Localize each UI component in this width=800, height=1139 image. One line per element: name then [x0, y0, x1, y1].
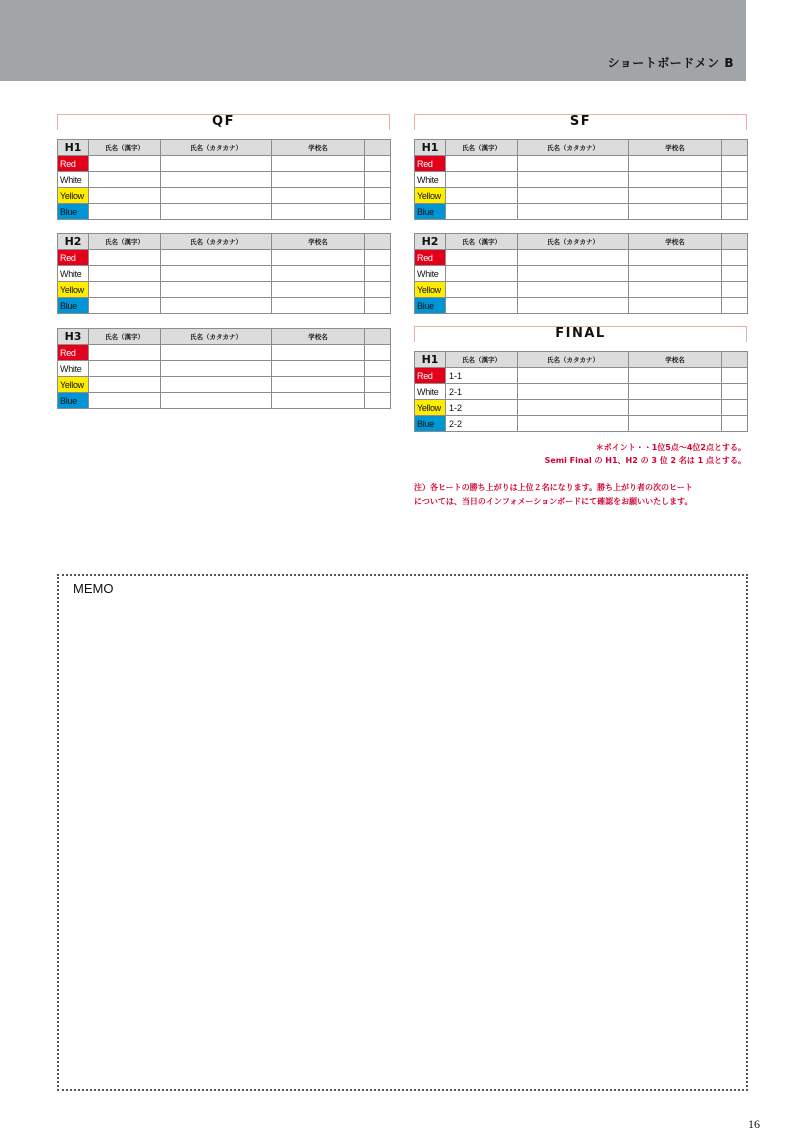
table-row [58, 377, 391, 393]
school-header: 学校名 [629, 140, 722, 156]
name-kana-cell[interactable] [161, 188, 272, 204]
name-kanji-cell[interactable] [446, 204, 518, 220]
name-kanji-cell[interactable] [446, 282, 518, 298]
points-cell[interactable] [365, 204, 391, 220]
school-cell[interactable] [629, 282, 722, 298]
school-cell[interactable] [629, 368, 722, 384]
points-cell[interactable] [365, 393, 391, 409]
name-kanji-header: 氏名（漢字） [89, 329, 161, 345]
points-header [722, 352, 748, 368]
points-cell[interactable] [365, 172, 391, 188]
school-header: 学校名 [272, 234, 365, 250]
name-kanji-cell[interactable]: 1-1 [446, 368, 518, 384]
sf-title [414, 114, 747, 130]
table-row [415, 204, 748, 220]
points-cell[interactable] [722, 204, 748, 220]
table-row [58, 282, 391, 298]
school-cell[interactable] [272, 361, 365, 377]
points-note-line2: Semi Final の H1、H2 の 3 位 2 名は 1 点とする。 [544, 456, 746, 465]
table-row [415, 266, 748, 282]
school-header: 学校名 [272, 329, 365, 345]
table-row [415, 156, 748, 172]
points-cell[interactable] [365, 250, 391, 266]
table-row [415, 250, 748, 266]
name-kanji-cell[interactable]: 2-1 [446, 384, 518, 400]
name-kana-cell[interactable] [518, 266, 629, 282]
heat-header-row [415, 234, 748, 250]
lane-yellow: Yellow [415, 188, 446, 204]
name-kana-header: 氏名（カタカナ） [161, 140, 272, 156]
advance-note-line2: については、当日のインフォメーションボードにて確認をお願いいたします。 [414, 497, 693, 506]
name-kana-cell[interactable] [161, 282, 272, 298]
name-kana-cell[interactable] [518, 384, 629, 400]
name-kanji-cell[interactable] [89, 282, 161, 298]
name-kanji-cell[interactable] [89, 377, 161, 393]
points-cell[interactable] [722, 172, 748, 188]
sf-title-text: SF [569, 114, 592, 129]
heat-table [414, 351, 748, 432]
points-cell[interactable] [365, 345, 391, 361]
points-cell[interactable] [722, 282, 748, 298]
name-kana-header: 氏名（カタカナ） [161, 329, 272, 345]
school-cell[interactable] [629, 250, 722, 266]
lane-red: Red [58, 156, 89, 172]
name-kanji-cell[interactable] [89, 156, 161, 172]
school-cell[interactable] [272, 345, 365, 361]
name-kanji-header: 氏名（漢字） [89, 140, 161, 156]
memo-label: MEMO [73, 581, 114, 596]
final-title-text: FINAL [555, 326, 606, 341]
points-note-line1: ＊ポイント・・1位5点～4位2点とする。 [595, 443, 746, 452]
name-kana-cell[interactable] [518, 204, 629, 220]
name-kanji-cell[interactable] [89, 188, 161, 204]
header-band [0, 0, 746, 81]
school-cell[interactable] [629, 266, 722, 282]
table-row [58, 250, 391, 266]
qf-title [57, 114, 390, 130]
points-cell[interactable] [365, 361, 391, 377]
school-cell[interactable] [272, 204, 365, 220]
heat-table [57, 233, 391, 314]
name-kana-cell[interactable] [518, 188, 629, 204]
points-header [722, 140, 748, 156]
name-kanji-cell[interactable] [446, 298, 518, 314]
points-cell[interactable] [722, 368, 748, 384]
points-cell[interactable] [365, 188, 391, 204]
heat-name: H2 [58, 234, 89, 250]
points-header [365, 140, 391, 156]
name-kana-cell[interactable] [161, 250, 272, 266]
lane-white: White [415, 384, 446, 400]
name-kanji-header: 氏名（漢字） [446, 234, 518, 250]
school-cell[interactable] [272, 377, 365, 393]
school-header: 学校名 [272, 140, 365, 156]
lane-white: White [58, 266, 89, 282]
heat-table [414, 233, 748, 314]
name-kana-cell[interactable] [161, 393, 272, 409]
name-kanji-cell[interactable] [89, 172, 161, 188]
heat-header-row [58, 329, 391, 345]
heat-header-row [58, 140, 391, 156]
table-row [58, 188, 391, 204]
school-cell[interactable] [629, 156, 722, 172]
table-row [58, 172, 391, 188]
heat-header-row [58, 234, 391, 250]
table-row [415, 282, 748, 298]
lane-yellow: Yellow [415, 282, 446, 298]
points-cell[interactable] [722, 156, 748, 172]
lane-red: Red [415, 156, 446, 172]
heat-name: H1 [58, 140, 89, 156]
points-note [545, 441, 746, 467]
lane-blue: Blue [415, 416, 446, 432]
points-cell[interactable] [365, 156, 391, 172]
school-cell[interactable] [629, 298, 722, 314]
points-cell[interactable] [722, 188, 748, 204]
lane-blue: Blue [58, 204, 89, 220]
table-row [58, 156, 391, 172]
name-kana-cell[interactable] [518, 250, 629, 266]
name-kana-cell[interactable] [518, 282, 629, 298]
name-kana-header: 氏名（カタカナ） [518, 234, 629, 250]
points-cell[interactable] [722, 384, 748, 400]
school-cell[interactable] [272, 266, 365, 282]
name-kana-cell[interactable] [518, 298, 629, 314]
heat-name: H1 [415, 352, 446, 368]
lane-yellow: Yellow [58, 282, 89, 298]
school-cell[interactable] [272, 188, 365, 204]
name-kanji-header: 氏名（漢字） [446, 352, 518, 368]
school-cell[interactable] [629, 416, 722, 432]
name-kana-cell[interactable] [161, 266, 272, 282]
name-kana-cell[interactable] [518, 416, 629, 432]
name-kana-header: 氏名（カタカナ） [161, 234, 272, 250]
name-kanji-cell[interactable] [446, 156, 518, 172]
name-kanji-cell[interactable]: 2-2 [446, 416, 518, 432]
table-row [415, 368, 748, 384]
points-header [365, 329, 391, 345]
heat-name: H1 [415, 140, 446, 156]
name-kanji-cell[interactable] [446, 250, 518, 266]
name-kanji-cell[interactable] [446, 188, 518, 204]
name-kana-cell[interactable] [161, 298, 272, 314]
school-cell[interactable] [629, 400, 722, 416]
lane-red: Red [58, 250, 89, 266]
name-kana-cell[interactable] [161, 345, 272, 361]
name-kana-cell[interactable] [161, 361, 272, 377]
name-kanji-cell[interactable] [89, 204, 161, 220]
lane-yellow: Yellow [58, 188, 89, 204]
points-cell[interactable] [365, 282, 391, 298]
name-kana-header: 氏名（カタカナ） [518, 140, 629, 156]
name-kana-cell[interactable] [161, 172, 272, 188]
points-cell[interactable] [722, 250, 748, 266]
points-cell[interactable] [365, 298, 391, 314]
name-kana-cell[interactable] [161, 377, 272, 393]
lane-red: Red [415, 368, 446, 384]
page-number: 16 [748, 1117, 760, 1131]
school-cell[interactable] [629, 384, 722, 400]
lane-white: White [58, 172, 89, 188]
name-kanji-cell[interactable] [446, 172, 518, 188]
points-cell[interactable] [722, 298, 748, 314]
lane-blue: Blue [58, 393, 89, 409]
name-kanji-cell[interactable] [89, 250, 161, 266]
table-row [58, 266, 391, 282]
school-cell[interactable] [629, 204, 722, 220]
page-title: ショートボードメン B [607, 56, 734, 70]
school-cell[interactable] [629, 188, 722, 204]
points-cell[interactable] [722, 416, 748, 432]
lane-white: White [415, 172, 446, 188]
table-row [58, 298, 391, 314]
school-cell[interactable] [272, 282, 365, 298]
school-cell[interactable] [272, 250, 365, 266]
points-cell[interactable] [722, 266, 748, 282]
advance-note [414, 481, 750, 509]
lane-yellow: Yellow [58, 377, 89, 393]
table-row [58, 361, 391, 377]
advance-note-line1: 注）各ヒートの勝ち上がりは上位２名になります。勝ち上がり者の次のヒート [414, 483, 693, 492]
name-kanji-cell[interactable] [89, 298, 161, 314]
school-header: 学校名 [629, 352, 722, 368]
lane-yellow: Yellow [415, 400, 446, 416]
heat-name: H3 [58, 329, 89, 345]
points-cell[interactable] [365, 266, 391, 282]
table-row [415, 384, 748, 400]
points-header [722, 234, 748, 250]
table-row [415, 400, 748, 416]
table-row [415, 172, 748, 188]
name-kana-cell[interactable] [161, 204, 272, 220]
table-row [415, 298, 748, 314]
name-kana-cell[interactable] [518, 172, 629, 188]
lane-blue: Blue [58, 298, 89, 314]
name-kana-cell[interactable] [518, 156, 629, 172]
school-header: 学校名 [629, 234, 722, 250]
table-row [415, 416, 748, 432]
table-row [415, 188, 748, 204]
name-kanji-header: 氏名（漢字） [89, 234, 161, 250]
lane-red: Red [415, 250, 446, 266]
school-cell[interactable] [629, 172, 722, 188]
name-kanji-cell[interactable] [89, 266, 161, 282]
name-kana-cell[interactable] [518, 368, 629, 384]
table-row [58, 345, 391, 361]
points-cell[interactable] [722, 400, 748, 416]
heat-table [414, 139, 748, 220]
table-row [58, 204, 391, 220]
final-title [414, 326, 747, 342]
name-kana-cell[interactable] [161, 156, 272, 172]
name-kanji-header: 氏名（漢字） [446, 140, 518, 156]
heat-table [57, 328, 391, 409]
memo-box[interactable] [57, 574, 748, 1091]
points-cell[interactable] [365, 377, 391, 393]
name-kanji-cell[interactable] [89, 361, 161, 377]
name-kanji-cell[interactable] [89, 345, 161, 361]
name-kanji-cell[interactable] [446, 266, 518, 282]
lane-white: White [58, 361, 89, 377]
lane-red: Red [58, 345, 89, 361]
table-row [58, 393, 391, 409]
heat-name: H2 [415, 234, 446, 250]
school-cell[interactable] [272, 156, 365, 172]
school-cell[interactable] [272, 172, 365, 188]
lane-blue: Blue [415, 204, 446, 220]
lane-blue: Blue [415, 298, 446, 314]
heat-table [57, 139, 391, 220]
heat-header-row [415, 140, 748, 156]
school-cell[interactable] [272, 298, 365, 314]
name-kanji-cell[interactable]: 1-2 [446, 400, 518, 416]
heat-header-row [415, 352, 748, 368]
school-cell[interactable] [272, 393, 365, 409]
points-header [365, 234, 391, 250]
name-kana-cell[interactable] [518, 400, 629, 416]
qf-title-text: QF [212, 114, 235, 129]
name-kana-header: 氏名（カタカナ） [518, 352, 629, 368]
name-kanji-cell[interactable] [89, 393, 161, 409]
lane-white: White [415, 266, 446, 282]
